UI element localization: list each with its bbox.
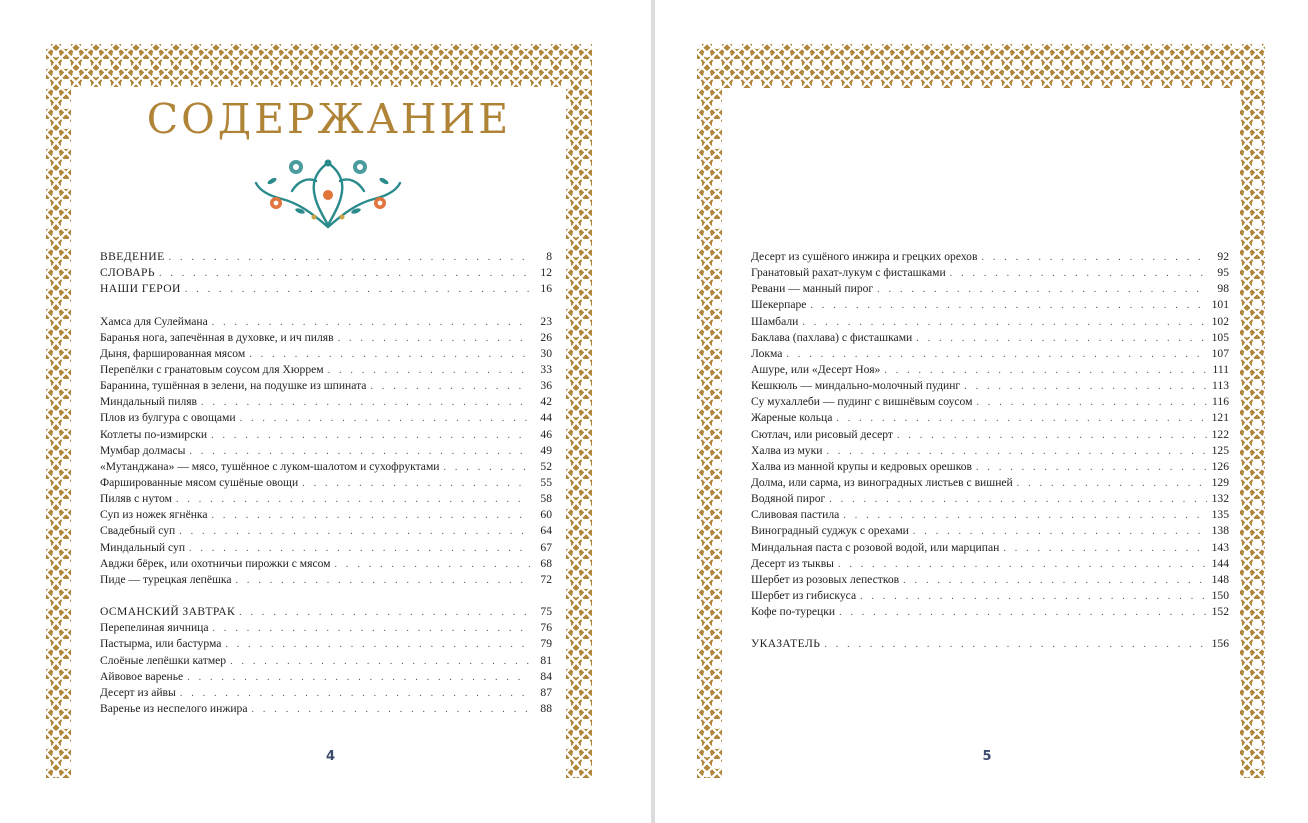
- toc-leader-dots: [913, 524, 1207, 540]
- toc-entry-title: Пастырма, или бастурма: [100, 637, 222, 651]
- toc-entry-page: 101: [1211, 298, 1229, 312]
- toc-entry-title: Свадебный суп: [100, 524, 176, 538]
- toc-leader-dots: [916, 331, 1207, 347]
- toc-title: СОДЕРЖАНИЕ: [146, 95, 512, 143]
- toc-leader-dots: [212, 508, 530, 524]
- toc-entry-page: 126: [1211, 459, 1229, 473]
- toc-leader-dots: [981, 250, 1207, 266]
- toc-entry-page: 23: [540, 314, 552, 328]
- toc-entry-title: Сливовая пастила: [751, 508, 840, 522]
- toc-entry-title: Кофе по-турецки: [751, 605, 836, 619]
- toc-entry-title: Дыня, фаршированная мясом: [100, 346, 246, 360]
- toc-entry[interactable]: [751, 330, 1229, 346]
- toc-entry[interactable]: [100, 556, 552, 572]
- toc-entry-page: 132: [1211, 492, 1229, 506]
- toc-entry-title: Баранья нога, запечённая в духовке, и ич пиляв: [100, 330, 334, 344]
- toc-entry-page: 92: [1217, 250, 1229, 263]
- toc-entry-title: Сютлач, или рисовый десерт: [751, 427, 893, 441]
- toc-entry[interactable]: [100, 443, 552, 459]
- toc-entry-title: Десерт из тыквы: [751, 556, 834, 570]
- toc-leader-dots: [1017, 476, 1207, 492]
- toc-entry-title: «Мутанджана» — мясо, тушённое с луком-шалотом и сухофруктами: [100, 459, 440, 473]
- toc-entry-page: 88: [540, 701, 552, 715]
- toc-entry[interactable]: [100, 330, 552, 346]
- toc-entry-page: 121: [1211, 411, 1229, 425]
- toc-leader-dots: [189, 541, 530, 557]
- toc-entry[interactable]: [100, 459, 552, 475]
- toc-entry-title: ВВЕДЕНИЕ: [100, 250, 165, 263]
- toc-entry-title: ОСМАНСКИЙ ЗАВТРАК: [100, 605, 236, 619]
- toc-entry[interactable]: [751, 410, 1229, 426]
- toc-entry-page: 107: [1211, 346, 1229, 360]
- toc-entry-page: 122: [1211, 427, 1229, 441]
- toc-entry[interactable]: [100, 620, 552, 636]
- toc-entry-title: Варенье из неспелого инжира: [100, 701, 248, 715]
- toc-leader-dots: [187, 670, 530, 686]
- toc-leader-dots: [236, 573, 530, 589]
- toc-leader-dots: [838, 557, 1207, 573]
- toc-entry-title: Перепёлки с гранатовым соусом для Хюррем: [100, 362, 324, 376]
- toc-entry[interactable]: [751, 443, 1229, 459]
- toc-leader-dots: [179, 524, 530, 540]
- toc-leader-dots: [964, 379, 1207, 395]
- toc-entry-page: 30: [540, 346, 552, 360]
- toc-entry-title: Ашуре, или «Десерт Ноя»: [751, 362, 881, 376]
- toc-entry-title: Айвовое варенье: [100, 669, 184, 683]
- toc-leader-dots: [877, 282, 1207, 298]
- toc-entry[interactable]: [751, 588, 1229, 604]
- toc-section-spacer: [100, 588, 552, 604]
- toc-entry-title: Локма: [751, 346, 783, 360]
- toc-entry[interactable]: [100, 410, 552, 426]
- toc-entry-title: Ревани — манный пирог: [751, 282, 874, 296]
- toc-entry-title: Миндальный суп: [100, 540, 186, 554]
- toc-entry-title: Виноградный суджук с орехами: [751, 524, 909, 538]
- toc-section-spacer: [100, 297, 552, 313]
- toc-entry-page: 79: [540, 637, 552, 651]
- toc-entry[interactable]: [100, 378, 552, 394]
- toc-leader-dots: [201, 395, 530, 411]
- toc-entry[interactable]: [751, 604, 1229, 620]
- toc-entry[interactable]: [100, 572, 552, 588]
- toc-leader-dots: [860, 589, 1207, 605]
- toc-entry-title: Миндальная паста с розовой водой, или марципан: [751, 540, 1000, 554]
- toc-entry[interactable]: [100, 475, 552, 491]
- toc-entry[interactable]: [751, 346, 1229, 362]
- toc-entry-page: 33: [540, 362, 552, 376]
- toc-entry-page: 44: [540, 411, 552, 425]
- toc-entry[interactable]: [751, 427, 1229, 443]
- toc-leader-dots: [444, 460, 531, 476]
- toc-entry-title: Пиде — турецкая лепёшка: [100, 572, 232, 586]
- toc-entry-page: 152: [1211, 605, 1229, 619]
- toc-leader-dots: [159, 266, 530, 282]
- toc-entry[interactable]: [100, 265, 552, 281]
- toc-entry-title: Водяной пирог: [751, 492, 826, 506]
- toc-entry-page: 26: [540, 330, 552, 344]
- right-page: [655, 0, 1308, 823]
- toc-entry[interactable]: [751, 475, 1229, 491]
- toc-entry-page: 135: [1211, 508, 1229, 522]
- toc-entry-page: 113: [1212, 379, 1229, 393]
- toc-leader-dots: [976, 395, 1207, 411]
- toc-entry-page: 150: [1211, 588, 1229, 602]
- toc-leader-dots: [884, 363, 1207, 379]
- toc-entry-title: Жареные кольца: [751, 411, 833, 425]
- toc-entry-page: 102: [1211, 314, 1229, 328]
- toc-entry[interactable]: [751, 491, 1229, 507]
- toc-entry[interactable]: [100, 491, 552, 507]
- toc-leader-dots: [843, 508, 1207, 524]
- toc-leader-dots: [976, 460, 1207, 476]
- toc-entry-page: 64: [540, 524, 552, 538]
- toc-entry-page: 68: [540, 556, 552, 570]
- left-page: [0, 0, 651, 823]
- left-page-number-gap: [291, 734, 370, 778]
- toc-entry-page: 8: [546, 250, 552, 263]
- toc-entry-page: 60: [540, 508, 552, 522]
- toc-entry[interactable]: [751, 394, 1229, 410]
- toc-entry-title: Шамбали: [751, 314, 799, 328]
- toc-list-left: [100, 249, 552, 717]
- toc-entry-title: Плов из булгура с овощами: [100, 411, 236, 425]
- toc-leader-dots: [189, 444, 530, 460]
- toc-section-spacer: [751, 620, 1229, 636]
- toc-entry[interactable]: [751, 636, 1229, 652]
- toc-leader-dots: [230, 654, 530, 670]
- toc-entry[interactable]: [751, 314, 1229, 330]
- toc-entry-title: Авджи бёрек, или охотничьи пирожки с мясом: [100, 556, 331, 570]
- toc-entry-page: 55: [540, 475, 552, 489]
- toc-leader-dots: [240, 411, 530, 427]
- toc-entry[interactable]: [751, 249, 1229, 265]
- toc-leader-dots: [836, 411, 1207, 427]
- toc-leader-dots: [802, 315, 1207, 331]
- toc-entry-page: 116: [1212, 395, 1229, 409]
- toc-leader-dots: [302, 476, 530, 492]
- toc-entry-title: НАШИ ГЕРОИ: [100, 282, 181, 296]
- toc-entry-title: Мумбар долмасы: [100, 443, 186, 457]
- toc-entry-page: 12: [540, 266, 552, 280]
- toc-entry[interactable]: [100, 314, 552, 330]
- toc-entry-page: 148: [1211, 572, 1229, 586]
- toc-entry[interactable]: [751, 523, 1229, 539]
- toc-entry-page: 138: [1211, 524, 1229, 538]
- page-number-left: 4: [325, 749, 336, 764]
- toc-entry-title: Баранина, тушённая в зелени, на подушке из шпината: [100, 379, 367, 393]
- toc-entry-page: 156: [1211, 637, 1229, 651]
- toc-entry[interactable]: [100, 281, 552, 297]
- toc-entry-page: 129: [1211, 475, 1229, 489]
- toc-leader-dots: [826, 444, 1207, 460]
- toc-entry-title: Долма, или сарма, из виноградных листьев с вишней: [751, 475, 1013, 489]
- toc-entry-page: 75: [540, 605, 552, 619]
- toc-leader-dots: [252, 702, 531, 718]
- floral-ornament-icon: [252, 151, 404, 233]
- toc-leader-dots: [185, 282, 530, 298]
- toc-leader-dots: [212, 315, 530, 331]
- toc-entry-title: УКАЗАТЕЛЬ: [751, 637, 821, 651]
- toc-entry-page: 87: [540, 685, 552, 699]
- toc-entry[interactable]: [751, 362, 1229, 378]
- toc-entry-page: 46: [540, 427, 552, 441]
- toc-leader-dots: [786, 347, 1207, 363]
- toc-leader-dots: [213, 621, 530, 637]
- toc-entry-page: 16: [540, 282, 552, 296]
- toc-entry[interactable]: [100, 540, 552, 556]
- toc-leader-dots: [328, 363, 530, 379]
- toc-entry-page: 125: [1211, 443, 1229, 457]
- toc-entry[interactable]: [751, 378, 1229, 394]
- toc-entry[interactable]: [751, 265, 1229, 281]
- toc-entry[interactable]: [100, 701, 552, 717]
- toc-entry-page: 81: [540, 653, 552, 667]
- toc-entry-page: 72: [540, 572, 552, 586]
- toc-entry[interactable]: [751, 507, 1229, 523]
- toc-entry-title: Кешкюль — миндально-молочный пудинг: [751, 379, 961, 393]
- toc-entry[interactable]: [100, 427, 552, 443]
- toc-entry-title: Шербет из розовых лепестков: [751, 572, 900, 586]
- toc-entry[interactable]: [751, 572, 1229, 588]
- toc-entry-page: 67: [540, 540, 552, 554]
- toc-entry-title: Халва из манной крупы и кедровых орешков: [751, 459, 973, 473]
- toc-entry-title: Су мухаллеби — пудинг с вишнёвым соусом: [751, 395, 973, 409]
- toc-entry-page: 42: [540, 395, 552, 409]
- toc-entry-title: Шекерпаре: [751, 298, 807, 312]
- toc-entry[interactable]: [100, 507, 552, 523]
- toc-leader-dots: [839, 605, 1207, 621]
- right-page-number-gap: [954, 734, 1020, 778]
- toc-entry[interactable]: [100, 394, 552, 410]
- toc-leader-dots: [829, 492, 1207, 508]
- toc-leader-dots: [824, 637, 1207, 653]
- toc-leader-dots: [180, 686, 530, 702]
- toc-leader-dots: [370, 379, 530, 395]
- toc-leader-dots: [950, 266, 1207, 282]
- toc-entry-title: СЛОВАРЬ: [100, 266, 155, 280]
- toc-entry-page: 76: [540, 621, 552, 635]
- toc-entry-page: 98: [1217, 282, 1229, 296]
- page-number-right: 5: [982, 749, 992, 764]
- toc-entry-page: 111: [1212, 362, 1229, 376]
- toc-entry-title: Шербет из гибискуса: [751, 588, 857, 602]
- toc-entry-title: Десерт из сушёного инжира и грецких орехов: [751, 250, 978, 263]
- toc-entry[interactable]: [751, 281, 1229, 297]
- toc-entry[interactable]: [100, 523, 552, 539]
- toc-entry[interactable]: [100, 669, 552, 685]
- toc-entry[interactable]: [751, 459, 1229, 475]
- toc-entry-title: Суп из ножек ягнёнка: [100, 508, 208, 522]
- toc-entry-title: Фаршированные мясом сушёные овощи: [100, 475, 299, 489]
- toc-entry-page: 36: [540, 379, 552, 393]
- toc-entry-title: Халва из муки: [751, 443, 823, 457]
- toc-entry[interactable]: [100, 653, 552, 669]
- toc-entry-page: 105: [1211, 330, 1229, 344]
- toc-entry-title: Гранатовый рахат-лукум с фисташками: [751, 266, 946, 280]
- toc-entry[interactable]: [751, 556, 1229, 572]
- toc-entry-page: 49: [540, 443, 552, 457]
- toc-entry-title: Пиляв с нутом: [100, 492, 172, 506]
- toc-leader-dots: [176, 492, 530, 508]
- toc-entry-page: 84: [540, 669, 552, 683]
- toc-entry-title: Слоёные лепёшки катмер: [100, 653, 227, 667]
- toc-entry-page: 58: [540, 492, 552, 506]
- toc-entry[interactable]: [751, 540, 1229, 556]
- toc-entry-title: Миндальный пиляв: [100, 395, 198, 409]
- toc-entry[interactable]: [100, 685, 552, 701]
- toc-leader-dots: [903, 573, 1207, 589]
- toc-entry[interactable]: [100, 636, 552, 652]
- toc-entry-title: Котлеты по-измирски: [100, 427, 208, 441]
- toc-entry-title: Перепелиная яичница: [100, 621, 209, 635]
- toc-entry[interactable]: [100, 604, 552, 620]
- toc-entry-title: Баклава (пахлава) с фисташками: [751, 330, 913, 344]
- toc-entry-page: 143: [1211, 540, 1229, 554]
- toc-entry-page: 52: [540, 459, 552, 473]
- toc-entry-page: 95: [1217, 266, 1229, 280]
- toc-leader-dots: [897, 428, 1207, 444]
- toc-entry[interactable]: [751, 297, 1229, 313]
- toc-leader-dots: [169, 250, 530, 266]
- toc-leader-dots: [249, 347, 530, 363]
- toc-list-right: [751, 249, 1229, 653]
- toc-entry[interactable]: [100, 346, 552, 362]
- toc-entry-title: Хамса для Сулеймана: [100, 314, 208, 328]
- toc-leader-dots: [225, 637, 530, 653]
- toc-leader-dots: [338, 331, 530, 347]
- toc-entry-page: 144: [1211, 556, 1229, 570]
- toc-leader-dots: [239, 605, 530, 621]
- toc-leader-dots: [335, 557, 530, 573]
- toc-leader-dots: [810, 298, 1207, 314]
- toc-entry-title: Десерт из айвы: [100, 685, 176, 699]
- toc-entry[interactable]: [100, 249, 552, 265]
- toc-leader-dots: [1003, 541, 1207, 557]
- toc-leader-dots: [211, 428, 530, 444]
- toc-entry[interactable]: [100, 362, 552, 378]
